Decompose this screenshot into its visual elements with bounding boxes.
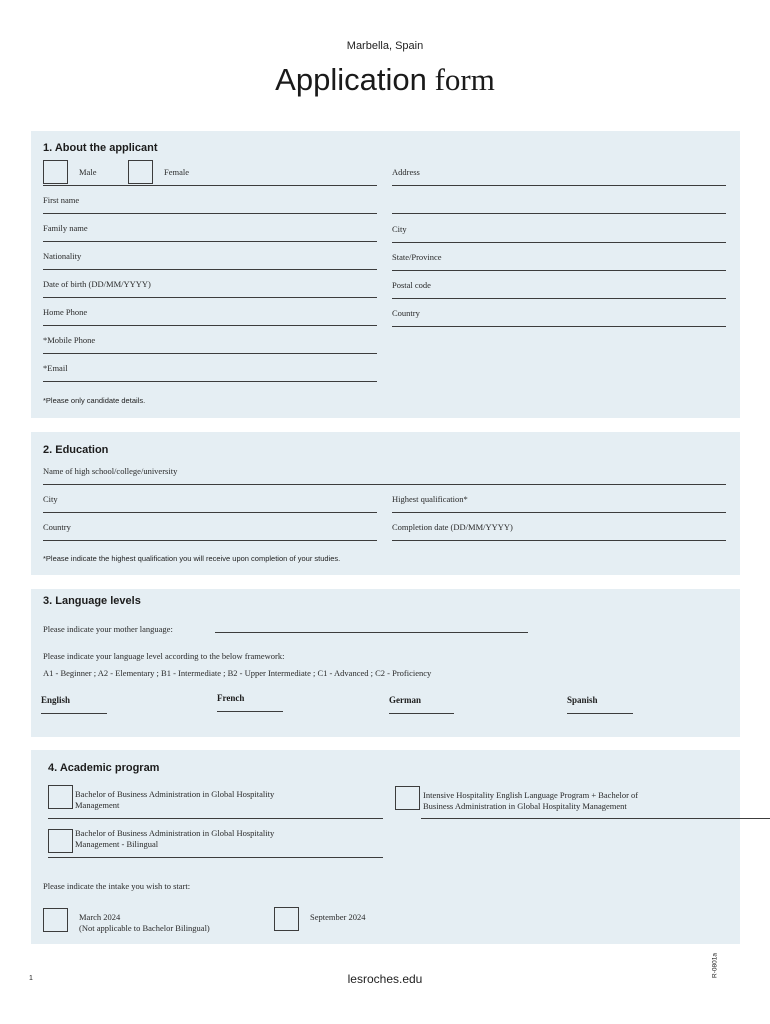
footer-website: lesroches.edu [347, 972, 423, 986]
edu-city-label: City [43, 494, 58, 504]
program-option-2-line1: Bachelor of Business Administration in Global Hospitality [75, 828, 275, 838]
school-field[interactable] [43, 484, 726, 485]
applicant-note: *Please only candidate details. [43, 396, 146, 405]
gender-underline [43, 185, 377, 186]
qualification-field[interactable] [392, 512, 726, 513]
address-field-2[interactable] [392, 213, 726, 214]
location-label: Marbella, Spain [346, 40, 424, 52]
page-title [0, 62, 770, 98]
program-option-3-label [423, 790, 638, 812]
mobile-phone-label: *Mobile Phone [43, 335, 96, 345]
male-checkbox[interactable] [43, 160, 68, 184]
state-label: State/Province [392, 252, 442, 262]
march-intake-line1: March 2024 [79, 912, 121, 922]
female-checkbox[interactable] [128, 160, 153, 184]
section-languages [31, 589, 740, 737]
email-field[interactable] [43, 381, 377, 382]
program-option-3-checkbox[interactable] [395, 786, 420, 810]
program-option-3-line1: Intensive Hospitality English Language Program + Bachelor of [423, 790, 639, 800]
program-option-3-underline [421, 818, 770, 819]
male-label: Male [79, 167, 97, 177]
document-code: R-0801a [711, 953, 719, 978]
country-label: Country [392, 308, 420, 318]
program-option-2-underline [48, 857, 383, 858]
country-field[interactable] [392, 326, 726, 327]
edu-country-label: Country [43, 522, 71, 532]
program-option-1-line1: Bachelor of Business Administration in Global Hospitality [75, 789, 275, 799]
page-title-part2: form [434, 62, 495, 97]
english-level-field[interactable] [41, 713, 107, 714]
page-number: 1 [29, 975, 33, 982]
female-label: Female [164, 167, 190, 177]
spanish-level-field[interactable] [567, 713, 633, 714]
intake-prompt: Please indicate the intake you wish to start: [43, 881, 191, 891]
german-label: German [389, 695, 421, 705]
mother-language-field[interactable] [215, 632, 528, 633]
postal-code-field[interactable] [392, 298, 726, 299]
edu-city-field[interactable] [43, 512, 377, 513]
mother-language-label: Please indicate your mother language: [43, 624, 173, 634]
nationality-field[interactable] [43, 269, 377, 270]
state-field[interactable] [392, 270, 726, 271]
section-languages-title: 3. Language levels [43, 595, 141, 607]
program-option-2-checkbox[interactable] [48, 829, 73, 853]
edu-country-field[interactable] [43, 540, 377, 541]
program-option-3-line2: Business Administration in Global Hospitality Management [423, 801, 627, 811]
mobile-phone-field[interactable] [43, 353, 377, 354]
program-option-1-checkbox[interactable] [48, 785, 73, 809]
english-label: English [41, 695, 71, 705]
french-label: French [217, 693, 245, 703]
address-label: Address [392, 167, 420, 177]
first-name-label: First name [43, 195, 80, 205]
first-name-field[interactable] [43, 213, 377, 214]
program-option-1-underline [48, 818, 383, 819]
section-education-title: 2. Education [43, 444, 109, 456]
education-note: *Please indicate the highest qualification you will receive upon completion of your studies. [43, 554, 341, 563]
completion-date-field[interactable] [392, 540, 726, 541]
home-phone-field[interactable] [43, 325, 377, 326]
level-prompt: Please indicate your language level according to the below framework: [43, 651, 285, 661]
qualification-label: Highest qualification* [392, 494, 468, 504]
city-label: City [392, 224, 407, 234]
september-intake-checkbox[interactable] [274, 907, 299, 931]
spanish-label: Spanish [567, 695, 598, 705]
completion-date-label: Completion date (DD/MM/YYYY) [392, 522, 513, 532]
march-intake-checkbox[interactable] [43, 908, 68, 932]
email-label: *Email [43, 363, 68, 373]
program-option-2-line2: Management - Bilingual [75, 839, 159, 849]
postal-code-label: Postal code [392, 280, 431, 290]
dob-label: Date of birth (DD/MM/YYYY) [43, 279, 151, 289]
home-phone-label: Home Phone [43, 307, 88, 317]
french-level-field[interactable] [217, 711, 283, 712]
nationality-label: Nationality [43, 251, 82, 261]
program-option-1-line2: Management [75, 800, 120, 810]
program-option-1-label [75, 789, 274, 811]
city-field[interactable] [392, 242, 726, 243]
family-name-label: Family name [43, 223, 88, 233]
german-level-field[interactable] [389, 713, 454, 714]
september-intake-label: September 2024 [310, 912, 366, 922]
march-intake-label [79, 912, 210, 934]
program-option-2-label [75, 828, 274, 850]
dob-field[interactable] [43, 297, 377, 298]
page-title-part1: Application [275, 62, 427, 97]
address-field-1[interactable] [392, 185, 726, 186]
school-label: Name of high school/college/university [43, 466, 178, 476]
march-intake-line2: (Not applicable to Bachelor Bilingual) [79, 923, 210, 933]
section-program-title: 4. Academic program [48, 762, 160, 774]
level-framework: A1 - Beginner ; A2 - Elementary ; B1 - Intermediate ; B2 - Upper Intermediate ; C1 - Advanced ; C2 - Proficiency [43, 668, 432, 678]
section-applicant-title: 1. About the applicant [43, 142, 158, 154]
family-name-field[interactable] [43, 241, 377, 242]
